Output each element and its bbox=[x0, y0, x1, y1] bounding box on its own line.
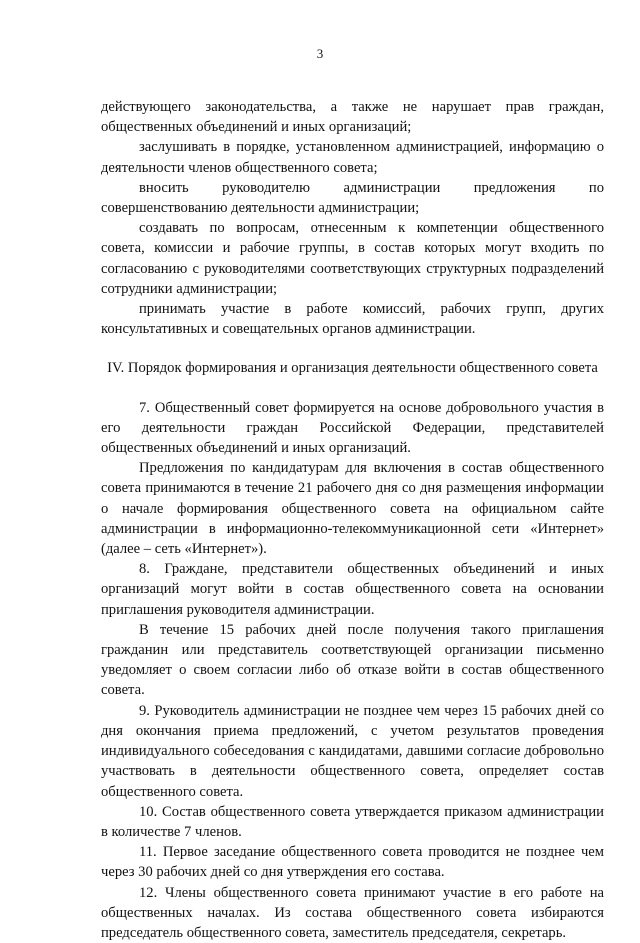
paragraph: В течение 15 рабочих дней после получения такого приглашения гражданин или представитель соответствующей организации письменно уведомляет о своем согласии либо об отказе войти в состав общественного совета. bbox=[101, 621, 604, 699]
paragraph: 7. Общественный совет формируется на основе добровольного участия в его деятельности граждан Российской Федерации, представителей общественных объединений и иных организаций. bbox=[101, 399, 604, 457]
paragraph: 12. Члены общественного совета принимают участие в его работе на общественных началах. Из состава общественного совета избираются председатель общественного совета, заместитель председателя, секретарь. bbox=[101, 884, 604, 941]
paragraph: 8. Граждане, представители общественных объединений и иных организаций могут войти в состав общественного совета на основании приглашения руководителя администрации. bbox=[101, 561, 604, 618]
section-heading: IV. Порядок формирования и организация деятельности общественного совета bbox=[107, 360, 598, 377]
paragraph: 10. Состав общественного совета утверждается приказом администрации в количестве 7 членов. bbox=[101, 803, 604, 840]
document-body bbox=[101, 97, 604, 943]
paragraph: создавать по вопросам, отнесенным к компетенции общественного совета, комиссии и рабочие группы, в состав которых могут входить по согласованию с руководителями соответствующих структурных подразделений сотрудники администрации; bbox=[101, 220, 604, 297]
paragraph: 11. Первое заседание общественного совета проводится не позднее чем через 30 рабочих дней со дня утверждения его состава. bbox=[101, 844, 604, 881]
paragraph: Предложения по кандидатурам для включения в состав общественного совета принимаются в течение 21 рабочего дня со дня размещения информации о начале формирования общественного совета на официальном сайте администрации в информационно-телекоммуникационной сети «Интернет» (далее – сеть «Интернет»). bbox=[101, 460, 604, 558]
paragraph: заслушивать в порядке, установленном администрацией, информацию о деятельности членов общественного совета; bbox=[101, 139, 604, 176]
paragraph: действующего законодательства, а также не нарушает прав граждан, общественных объединений и иных организаций; bbox=[101, 99, 604, 136]
page-number: 3 bbox=[316, 46, 324, 61]
paragraph: принимать участие в работе комиссий, рабочих групп, других консультативных и совещательных органов администрации. bbox=[101, 301, 604, 338]
paragraph: 9. Руководитель администрации не позднее чем через 15 рабочих дней со дня окончания приема предложений, с учетом результатов проведения индивидуального собеседования с кандидатами, давшими согласие добровольно участвовать в деятельности общественного совета, определяет состав общественного совета. bbox=[101, 702, 604, 800]
paragraph: вносить руководителю администрации предложения по совершенствованию деятельности администрации; bbox=[101, 179, 604, 217]
